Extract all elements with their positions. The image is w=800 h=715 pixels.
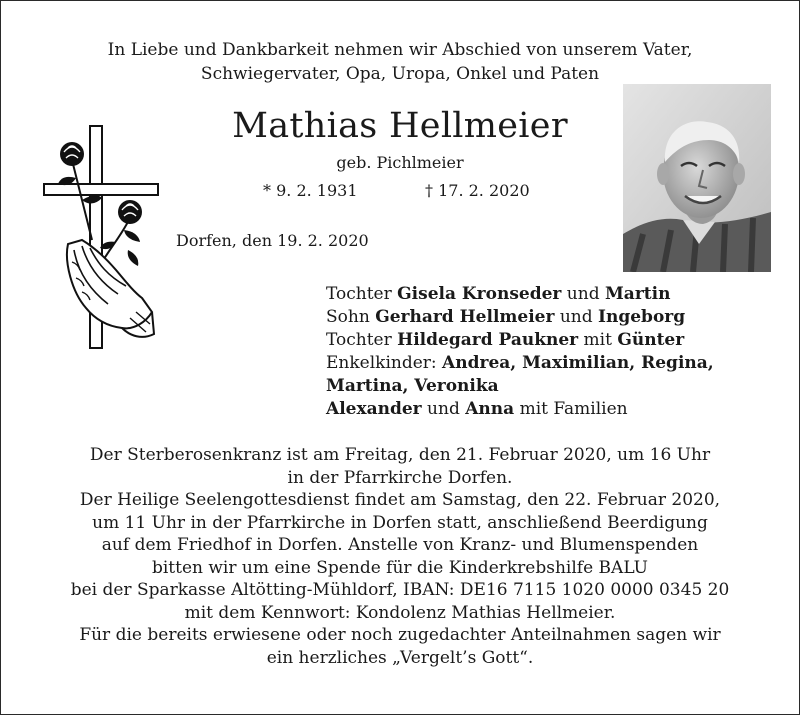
connector-text: und xyxy=(421,399,466,419)
family-line xyxy=(326,329,756,352)
notice-line: bitten wir um eine Spende für die Kinderkrebshilfe BALU xyxy=(151,557,649,578)
birth-name: geb. Pichlmeier xyxy=(336,153,464,172)
family-member-name: Martina, Veronika xyxy=(326,376,499,396)
relation-label: Enkelkinder: xyxy=(326,353,443,373)
connector-text: und xyxy=(561,284,605,304)
family-line xyxy=(326,352,756,375)
family-member-name: Anna xyxy=(465,399,515,419)
connector-text: und xyxy=(554,307,599,327)
cross-roses-hands-icon xyxy=(42,122,162,356)
connector-text: mit xyxy=(578,330,618,350)
notice-line: ein herzliches „Vergelt’s Gott“. xyxy=(266,647,534,668)
connector-text: mit Familien xyxy=(514,399,628,419)
family-member-name: Ingeborg xyxy=(598,307,686,327)
notice-line: mit dem Kennwort: Kondolenz Mathias Hellmeier. xyxy=(184,602,616,623)
family-list xyxy=(326,283,756,421)
death-date: † 17. 2. 2020 xyxy=(425,181,530,200)
family-member-name: Gisela Kronseder xyxy=(397,284,562,304)
deceased-name: Mathias Hellmeier xyxy=(232,106,568,146)
intro-line: Schwiegervater, Opa, Uropa, Onkel und Paten xyxy=(200,64,600,84)
family-line xyxy=(326,283,756,306)
notice-line: bei der Sparkasse Altötting-Mühldorf, IBAN: DE16 7115 1020 0000 0345 20 xyxy=(70,580,730,600)
intro-line: In Liebe und Dankbarkeit nehmen wir Abschied von unserem Vater, xyxy=(107,40,693,60)
service-notice xyxy=(30,444,770,669)
birth-date: * 9. 2. 1931 xyxy=(263,181,358,200)
notice-line: Der Heilige Seelengottesdienst findet am Samstag, den 22. Februar 2020, xyxy=(79,490,721,510)
family-member-name: Andrea, Maximilian, Regina, xyxy=(442,353,714,373)
portrait-photo xyxy=(623,84,771,272)
relation-label: Tochter xyxy=(326,284,398,304)
place-date: Dorfen, den 19. 2. 2020 xyxy=(176,231,369,250)
family-member-name: Gerhard Hellmeier xyxy=(375,307,555,327)
relation-label: Tochter xyxy=(326,330,398,350)
notice-line: um 11 Uhr in der Pfarrkirche in Dorfen statt, anschließend Beerdigung xyxy=(92,512,708,533)
family-line xyxy=(326,306,756,329)
family-member-name: Günter xyxy=(617,330,685,350)
family-member-name: Martin xyxy=(604,284,671,304)
notice-line: auf dem Friedhof in Dorfen. Anstelle von Kranz- und Blumenspenden xyxy=(101,535,699,555)
intro-text xyxy=(40,38,760,86)
notice-line: Für die bereits erwiesene oder noch zugedachter Anteilnahmen sagen wir xyxy=(79,625,721,645)
notice-line: Der Sterberosenkranz ist am Freitag, den 21. Februar 2020, um 16 Uhr xyxy=(89,445,711,465)
family-member-name: Alexander xyxy=(326,399,422,419)
notice-line: in der Pfarrkirche Dorfen. xyxy=(287,467,513,488)
family-line xyxy=(326,398,756,421)
relation-label: Sohn xyxy=(326,307,376,327)
family-line xyxy=(326,375,756,398)
family-member-name: Hildegard Paukner xyxy=(397,330,579,350)
